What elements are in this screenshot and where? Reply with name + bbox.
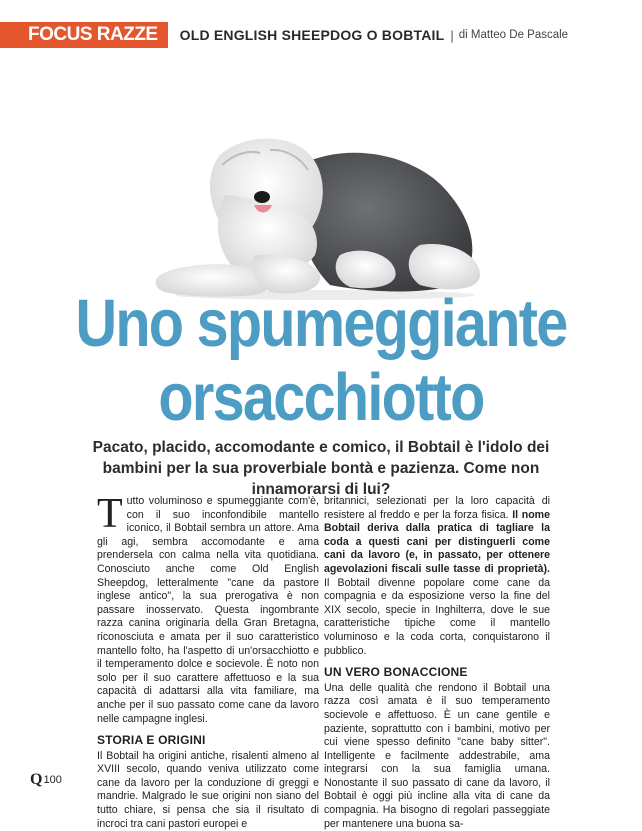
section-tag: FOCUS RAZZE bbox=[0, 22, 168, 48]
intro-paragraph bbox=[97, 491, 319, 726]
storia-closing-text: Il Bobtail divenne popolare come cane da compagnia e da esposizione verso la fine del XIX secolo, specie in Inghilterra, dove le sue caratteristiche tipiche come il mantello voluminoso e la coda corta, conquistarono il pubblico. bbox=[324, 576, 550, 657]
storia-continued-paragraph bbox=[324, 495, 550, 658]
subheading-bonaccione: UN VERO BONACCIONE bbox=[324, 665, 468, 680]
sheepdog-photo bbox=[150, 135, 490, 300]
headline-line-2: orsacchiotto bbox=[158, 360, 484, 435]
page-number: 100 bbox=[43, 774, 62, 786]
standfirst: Pacato, placido, accomodante e comico, il Bobtail è l'idolo dei bambini per la sua proverbiale bontà e pazienza. Come non innamorarsi di lui? bbox=[92, 439, 550, 498]
storia-paragraph: Il Bobtail ha origini antiche, risalenti almeno al XVIII secolo, quando veniva utilizzato come cane da lavoro per la conduzione di greggi e mandrie. Malgrado le sue origini non siano del tutto chiare, si pensa che sia il risultato di incroci tra cani pastori europei e bbox=[97, 749, 319, 830]
drop-cap: T bbox=[97, 491, 123, 537]
subheading-storia: STORIA E ORIGINI bbox=[97, 733, 206, 748]
body-column-left bbox=[97, 491, 319, 831]
article-kicker: OLD ENGLISH SHEEPDOG O BOBTAIL bbox=[179, 27, 445, 43]
author-byline: di Matteo De Pascale bbox=[458, 29, 569, 41]
body-column-right bbox=[324, 495, 550, 831]
bobtail-name-highlight: Il nome Bobtail deriva dalla pratica di tagliare la coda a questi cani per distinguerli come cani da lavoro (e, in passato, per ottenere agevolazioni fiscali sulle tasse di proprietà). bbox=[324, 508, 550, 575]
header-separator: | bbox=[450, 27, 454, 43]
magazine-logo: Q bbox=[30, 771, 43, 788]
intro-text: utto voluminoso e spumeggiante com'è, con il suo inconfondibile mantello iconico, il Bobtail sembra un attore. Ama gli agi, sembra accomodante e ama prendersela con calma nella vita quotidiana. Conosciuto anche come Old English Sheepdog, letteralmente "cane da pastore inglese antico", la sua prerogativa è non passare inosservato. Questa ingombrante razza canina originaria della Gran Bretagna, riconosciuta e amata per il suo caratteristico mantello folto, ha l'aspetto di un'orsacchiotto e il temperamento dolce e socievole. È noto non solo per il suo carattere affettuoso e la sua capacità di adattarsi alla vita familiare, ma anche per il suo passato come cane da lavoro nelle campagne inglesi. bbox=[97, 495, 319, 725]
bonaccione-paragraph: Una delle qualità che rendono il Bobtail una razza così amata è il suo temperamento socievole e affettuoso. È un cane gentile e paziente, soprattutto con i bambini, motivo per cui viene spesso definito "cane baby sitter". Intelligente e facilmente addestrabile, ama integrarsi con la sua famiglia umana. Nonostante il suo passato di cane da lavoro, il Bobtail è oggi più incline alla vita di cane da compagnia. Ha bisogno di regolari passeggiate per mantenere una buona sa- bbox=[324, 681, 550, 830]
page-folio bbox=[30, 771, 62, 789]
headline-line-1: Uno spumeggiante bbox=[75, 286, 567, 361]
storia-continued-text: britannici, selezionati per la loro capacità di resistere al freddo e per la forza fisica. bbox=[324, 495, 550, 521]
page-header bbox=[0, 22, 568, 48]
